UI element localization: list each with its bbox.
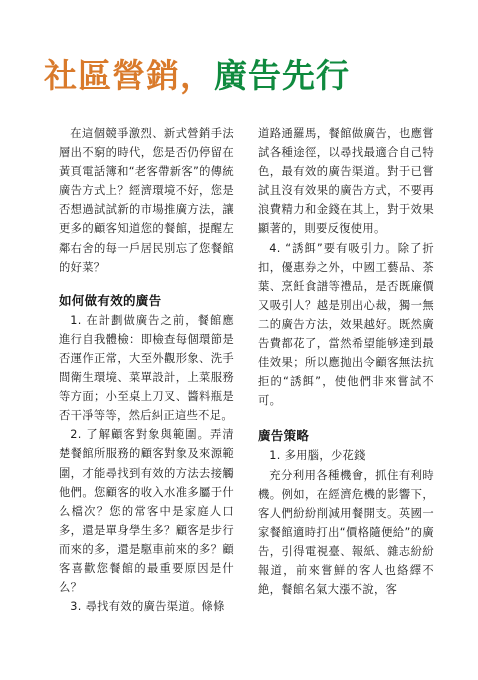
page-title <box>44 54 350 98</box>
point-2-paragraph: 2. 了解顧客對象與範圍。弄清楚餐館所服務的顧客對象及來源範圍，才能尋找到有效的方法去接觸他們。您顧客的收入水准多屬于什么檔次？您的常客中是家庭人口多，還是單身學生多？顧客是步行而來的多，還是駆車前來的多？顧客喜歡您餐館的最重要原因是什么？ <box>59 428 234 595</box>
point-3-paragraph-continued: 道路通羅馬，餐館做廣告，也應嘗試各種途徑，以尋找最適合自己特色，最有效的廣告渠道。對于已嘗試且沒有效果的廣告方式，不要再浪費精力和金錢在其上，對于效果顯著的，則要反復使用。 <box>258 127 434 236</box>
title-part-2: 廣告先行 <box>214 56 350 95</box>
title-part-1: 社區營銷， <box>44 56 214 95</box>
strategy-1-paragraph: 充分利用各種機會，抓住有利時機。例如，在經濟危機的影響下，客人們紛紛削減用餐開支。英國一家餐館適時打出“價格隨便給”的廣告，引得電視臺、報紙、雜志紛紛報道，前來嘗鮮的客人也絡繹不絶，餐館名氣大漲不說，客 <box>258 468 434 597</box>
intro-paragraph: 在這個競爭激烈、新式營銷手法層出不窮的時代，您是否仍停留在黃頁電話簿和“老客帶新客”的傳統廣告方式上？經濟環境不好，您是否想過試試新的市場推廣方法，讓更多的顧客知道您的餐館，提醒左鄰右舍的每一戶居民別忘了您餐館的好菜？ <box>59 127 234 274</box>
right-column <box>258 124 434 599</box>
section-heading-ad-strategy: 廣告策略 <box>258 428 310 444</box>
left-column <box>59 124 234 616</box>
point-3-paragraph-start: 3. 尋找有效的廣告渠道。條條 <box>70 600 225 614</box>
section-heading-effective-ads: 如何做有效的廣告 <box>59 292 162 308</box>
point-4-paragraph: 4. “誘餌”要有吸引力。除了折扣，優惠券之外，中國工藝品、茶葉、烹飪食譜等禮品，是否既廉價又吸引人？越是別出心裁，獨一無二的廣告方法，效果越好。既然廣告費都花了，當然希望能够達到最佳效果；所以應抛出令顧客無法抗拒的“誘餌”，使他們非來嘗試不可。 <box>258 241 434 408</box>
strategy-1-title: 1. 多用腦，少花錢 <box>269 449 366 463</box>
point-1-paragraph: 1. 在計劃做廣告之前，餐館應進行自我體檢：即檢查每個環節是否運作正常，大至外觀形象、洗手間衛生環境、菜單設計，上菜服務等方面；小至桌上刀叉、醬料瓶是否干凈等等，然后糾正這些不足。 <box>59 313 234 423</box>
